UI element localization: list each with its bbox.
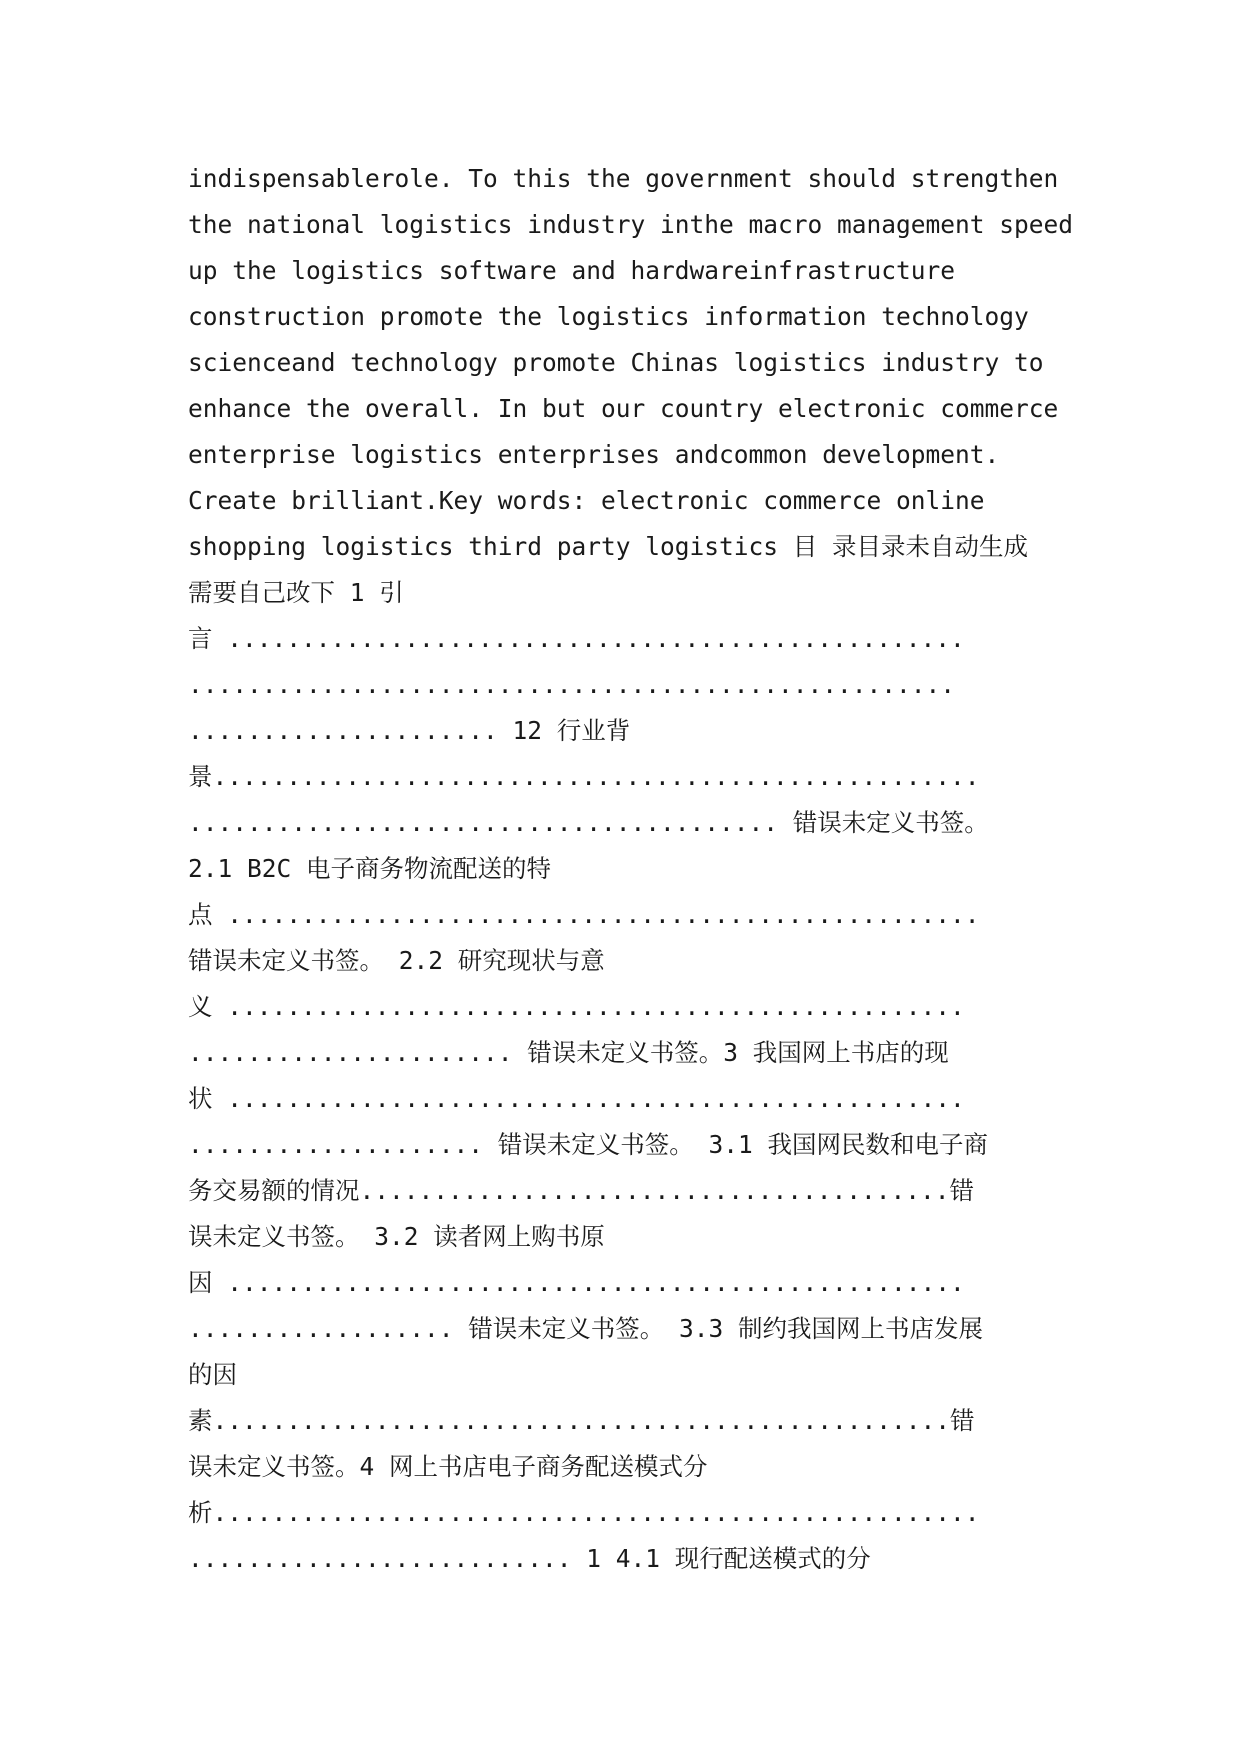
toc-line: .................... 错误未定义书签。 3.1 我国网民数和电子商	[188, 1130, 989, 1159]
text-line: construction promote the logistics information technology	[188, 302, 1029, 331]
text-line: Create brilliant.Key words: electronic commerce online	[188, 486, 985, 515]
toc-line: 2.1 B2C 电子商务物流配送的特	[188, 854, 552, 883]
toc-line: 析....................................................	[188, 1498, 980, 1527]
toc-line: .................. 错误未定义书签。 3.3 制约我国网上书店发展	[188, 1314, 984, 1343]
toc-line: 义 ..................................................	[188, 992, 965, 1021]
toc-line: .......................... 1 4.1 现行配送模式的分	[188, 1544, 871, 1573]
text-line: enterprise logistics enterprises andcommon development.	[188, 440, 1000, 469]
toc-line: ...................... 错误未定义书签。3 我国网上书店的现	[188, 1038, 949, 1067]
toc-line: ........................................ 错误未定义书签。	[188, 808, 989, 837]
document-body	[188, 156, 1074, 1582]
text-line: indispensablerole. To this the government should strengthen	[188, 164, 1059, 193]
text-line: scienceand technology promote Chinas logistics industry to	[188, 348, 1044, 377]
toc-line: 言 ..................................................	[188, 624, 965, 653]
toc-line: ..................... 12 行业背	[188, 716, 631, 745]
toc-line: 点 ...................................................	[188, 900, 980, 929]
toc-line: 的因	[188, 1360, 237, 1389]
text-line: the national logistics industry inthe macro management speed	[188, 210, 1074, 239]
text-line: up the logistics software and hardwareinfrastructure	[188, 256, 956, 285]
toc-line: 误未定义书签。4 网上书店电子商务配送模式分	[188, 1452, 708, 1481]
toc-line: 景....................................................	[188, 762, 980, 791]
text-line: shopping logistics third party logistics 目 录目录未自动生成	[188, 532, 1029, 561]
toc-line: 误未定义书签。 3.2 读者网上购书原	[188, 1222, 605, 1251]
toc-line: 务交易额的情况........................................错	[188, 1176, 975, 1205]
toc-line: ....................................................	[188, 670, 956, 699]
toc-line: 需要自己改下 1 引	[188, 578, 404, 607]
toc-line: 状 ..................................................	[188, 1084, 965, 1113]
toc-line: 素..................................................错	[188, 1406, 975, 1435]
toc-line: 因 ..................................................	[188, 1268, 965, 1297]
toc-line: 错误未定义书签。 2.2 研究现状与意	[188, 946, 605, 975]
text-line: enhance the overall. In but our country electronic commerce	[188, 394, 1059, 423]
